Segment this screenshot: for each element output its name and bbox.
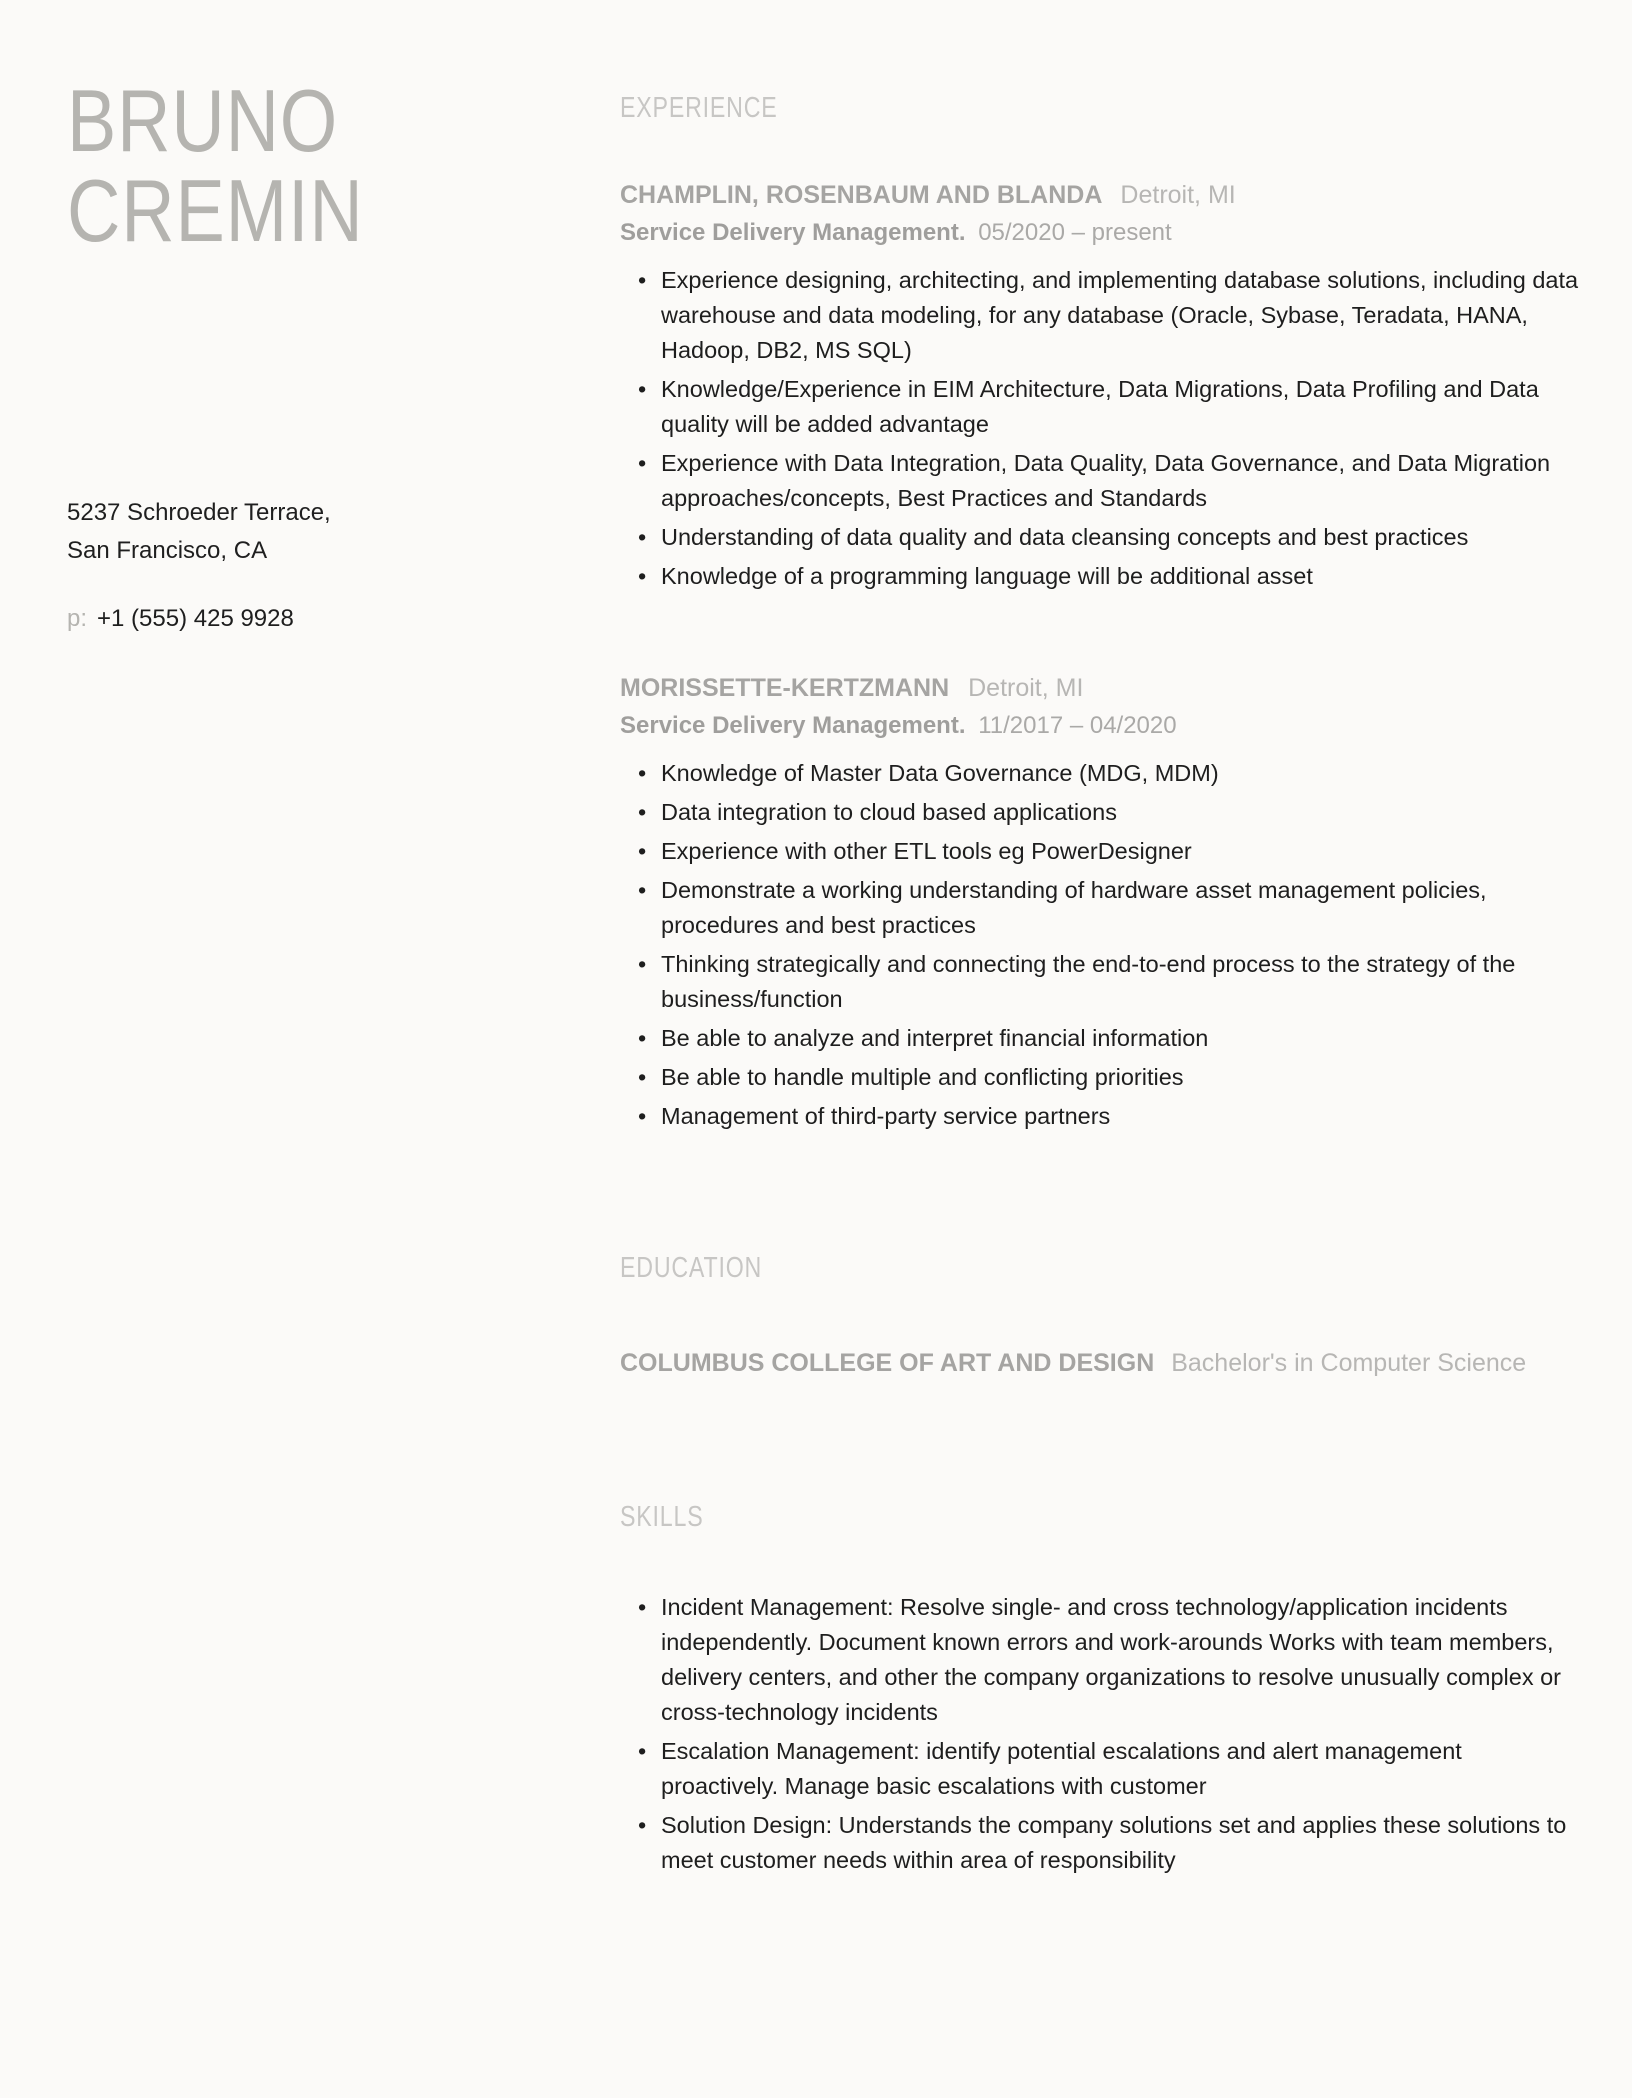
skills-heading: SKILLS	[620, 1501, 704, 1533]
address-line-1: 5237 Schroeder Terrace,	[67, 499, 331, 526]
contact-info	[67, 494, 590, 638]
education-heading: EDUCATION	[620, 1252, 763, 1284]
company-location: Detroit, MI	[1120, 181, 1236, 209]
bullet-item: • Knowledge/Experience in EIM Architecture, Data Migrations, Data Profiling and Data quality will be added advantage	[620, 372, 1584, 442]
bullet-item: • Management of third-party service partners	[620, 1099, 1584, 1134]
phone-number: +1 (555) 425 9928	[97, 605, 294, 632]
job-dates: 05/2020 – present	[978, 219, 1172, 246]
company-name: MORISSETTE-KERTZMANN	[620, 674, 950, 702]
job-entry-2	[620, 674, 1584, 1134]
name-first: BRUNO	[67, 71, 339, 170]
job-title-row	[620, 674, 1584, 703]
bullet-item: • Experience with Data Integration, Data Quality, Data Governance, and Data Migration approaches/concepts, Best Practices and Standards	[620, 446, 1584, 516]
address-line-2: San Francisco, CA	[67, 537, 268, 564]
name-last: CREMIN	[67, 161, 364, 260]
job-title-row	[620, 181, 1584, 210]
bullet-item: • Escalation Management: identify potential escalations and alert management proactively. Manage basic escalations with customer	[620, 1734, 1584, 1804]
job-subtitle-row	[620, 712, 1584, 740]
bullet-item: • Data integration to cloud based applications	[620, 795, 1584, 830]
bullet-item: • Thinking strategically and connecting the end-to-end process to the strategy of the business/function	[620, 947, 1584, 1017]
job-subtitle-row	[620, 219, 1584, 247]
sidebar	[0, 0, 620, 2098]
degree-name: Bachelor's in Computer Science	[1171, 1349, 1527, 1377]
experience-heading: EXPERIENCE	[620, 92, 778, 124]
job-bullet-list	[620, 263, 1584, 594]
company-name: CHAMPLIN, ROSENBAUM AND BLANDA	[620, 181, 1102, 209]
section-experience	[620, 92, 1584, 1134]
bullet-item: • Experience designing, architecting, and implementing database solutions, including data warehouse and data modeling, for any database (Oracle, Sybase, Teradata, HANA, Hadoop, DB2, MS SQL)	[620, 263, 1584, 368]
section-education	[620, 1252, 1584, 1383]
bullet-item: • Incident Management: Resolve single- and cross technology/application incidents independently. Document known errors and work-arounds Works with team members, delivery centers, and other the company organizations to resolve unusually complex or cross-technology incidents	[620, 1590, 1584, 1730]
bullet-item: • Be able to analyze and interpret financial information	[620, 1021, 1584, 1056]
job-entry-1	[620, 181, 1584, 594]
main-column	[620, 0, 1632, 2098]
job-bullet-list	[620, 756, 1584, 1134]
candidate-name	[67, 71, 506, 260]
phone-icon: p:	[67, 605, 88, 632]
bullet-item: • Knowledge of Master Data Governance (MDG, MDM)	[620, 756, 1584, 791]
bullet-item: • Be able to handle multiple and conflicting priorities	[620, 1060, 1584, 1095]
job-role: Service Delivery Management.	[620, 712, 966, 739]
bullet-item: • Solution Design: Understands the company solutions set and applies these solutions to meet customer needs within area of responsibility	[620, 1808, 1584, 1878]
school-name: COLUMBUS COLLEGE OF ART AND DESIGN	[620, 1349, 1155, 1377]
job-role: Service Delivery Management.	[620, 219, 966, 246]
company-location: Detroit, MI	[968, 674, 1084, 702]
bullet-item: • Demonstrate a working understanding of hardware asset management policies, procedures and best practices	[620, 873, 1584, 943]
bullet-item: • Experience with other ETL tools eg PowerDesigner	[620, 834, 1584, 869]
job-dates: 11/2017 – 04/2020	[978, 712, 1177, 739]
bullet-item: • Understanding of data quality and data cleansing concepts and best practices	[620, 520, 1584, 555]
education-entry	[620, 1343, 1560, 1383]
bullet-item: • Knowledge of a programming language will be additional asset	[620, 559, 1584, 594]
section-skills	[620, 1501, 1584, 1878]
phone-row	[67, 600, 590, 638]
skills-bullet-list	[620, 1590, 1584, 1878]
